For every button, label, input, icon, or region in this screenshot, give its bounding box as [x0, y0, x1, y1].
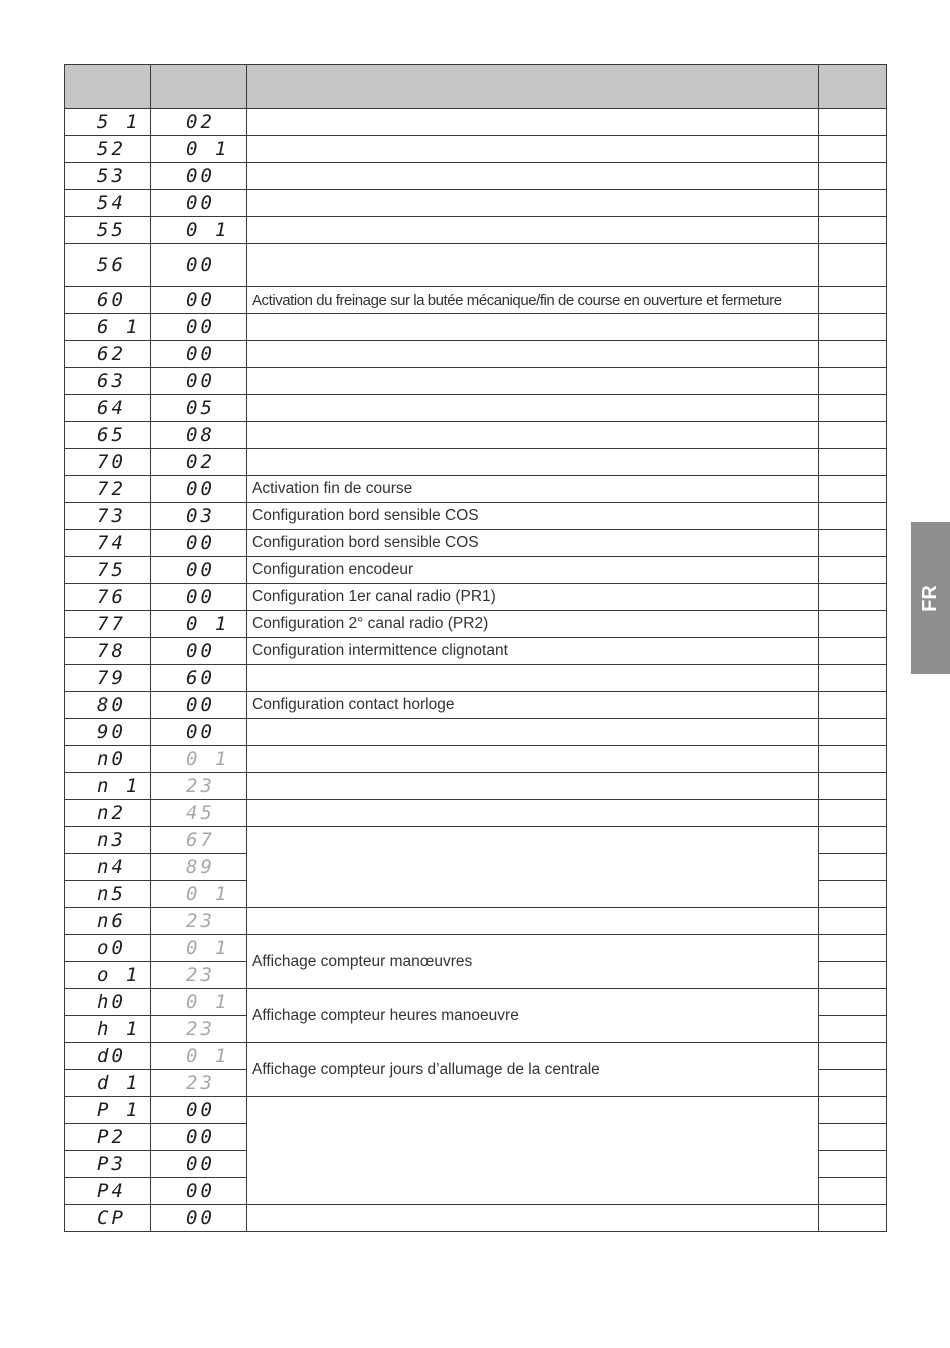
param-value: 03: [151, 503, 247, 530]
param-description: [247, 449, 819, 476]
param-notes: [819, 962, 887, 989]
param-code: 78: [65, 638, 151, 665]
param-code: P3: [65, 1151, 151, 1178]
param-code: n4: [65, 854, 151, 881]
param-notes: [819, 935, 887, 962]
param-description: Configuration encodeur: [247, 557, 819, 584]
language-tab-label: FR: [918, 584, 941, 612]
param-code: 76: [65, 584, 151, 611]
param-value: 23: [151, 962, 247, 989]
param-value: 00: [151, 1178, 247, 1205]
param-notes: [819, 314, 887, 341]
param-notes: [819, 665, 887, 692]
param-value: 08: [151, 422, 247, 449]
table-row: [65, 989, 887, 1016]
param-code: P4: [65, 1178, 151, 1205]
param-description: [247, 1097, 819, 1205]
param-code: 56: [65, 244, 151, 287]
param-description: [247, 773, 819, 800]
param-code: d 1: [65, 1070, 151, 1097]
param-description: [247, 217, 819, 244]
param-description: [247, 665, 819, 692]
param-notes: [819, 476, 887, 503]
param-notes: [819, 908, 887, 935]
param-value: 02: [151, 449, 247, 476]
param-code: 63: [65, 368, 151, 395]
param-value: 00: [151, 287, 247, 314]
param-description: [247, 395, 819, 422]
table-row: [65, 190, 887, 217]
param-code: o 1: [65, 962, 151, 989]
language-tab: [911, 522, 950, 674]
param-notes: [819, 287, 887, 314]
param-code: 6 1: [65, 314, 151, 341]
param-notes: [819, 881, 887, 908]
param-value: 00: [151, 1124, 247, 1151]
param-code: n6: [65, 908, 151, 935]
table-row: [65, 314, 887, 341]
param-notes: [819, 1205, 887, 1232]
param-notes: [819, 557, 887, 584]
param-notes: [819, 449, 887, 476]
table-row: [65, 908, 887, 935]
table-row: [65, 395, 887, 422]
param-notes: [819, 395, 887, 422]
param-code: 54: [65, 190, 151, 217]
param-description: Affichage compteur heures manoeuvre: [247, 989, 819, 1043]
param-code: 55: [65, 217, 151, 244]
table-row: [65, 611, 887, 638]
param-value: 60: [151, 665, 247, 692]
param-notes: [819, 989, 887, 1016]
param-value: 00: [151, 190, 247, 217]
param-value: 0 1: [151, 989, 247, 1016]
param-value: 05: [151, 395, 247, 422]
param-value: 00: [151, 1097, 247, 1124]
param-value: 0 1: [151, 136, 247, 163]
param-notes: [819, 611, 887, 638]
param-code: P 1: [65, 1097, 151, 1124]
param-code: n0: [65, 746, 151, 773]
param-notes: [819, 584, 887, 611]
param-description: Affichage compteur manœuvres: [247, 935, 819, 989]
param-code: 70: [65, 449, 151, 476]
param-value: 00: [151, 530, 247, 557]
param-notes: [819, 190, 887, 217]
param-code: P2: [65, 1124, 151, 1151]
table-header-row: [65, 65, 887, 109]
param-value: 00: [151, 584, 247, 611]
param-value: 00: [151, 1205, 247, 1232]
param-notes: [819, 163, 887, 190]
header-cell-notes: [819, 65, 887, 109]
table-row: [65, 1043, 887, 1070]
table-row: [65, 244, 887, 287]
param-notes: [819, 746, 887, 773]
table-row: [65, 665, 887, 692]
table-row: [65, 773, 887, 800]
param-description: [247, 109, 819, 136]
table-row: [65, 217, 887, 244]
param-code: n3: [65, 827, 151, 854]
param-value: 00: [151, 638, 247, 665]
param-notes: [819, 854, 887, 881]
param-code: 80: [65, 692, 151, 719]
param-code: n2: [65, 800, 151, 827]
param-description: [247, 1205, 819, 1232]
param-description: Activation fin de course: [247, 476, 819, 503]
table-row: [65, 136, 887, 163]
param-description: [247, 746, 819, 773]
table-row: [65, 638, 887, 665]
param-description: Activation du freinage sur la butée mécanique/fin de course en ouverture et fermeture: [247, 287, 819, 314]
param-code: 74: [65, 530, 151, 557]
param-description: Configuration 1er canal radio (PR1): [247, 584, 819, 611]
param-value: 0 1: [151, 881, 247, 908]
table-row: [65, 449, 887, 476]
param-value: 0 1: [151, 217, 247, 244]
param-notes: [819, 692, 887, 719]
table-row: [65, 341, 887, 368]
param-description: Configuration bord sensible COS: [247, 530, 819, 557]
param-code: d0: [65, 1043, 151, 1070]
table-row: [65, 109, 887, 136]
param-description: [247, 314, 819, 341]
param-value: 23: [151, 908, 247, 935]
param-notes: [819, 1178, 887, 1205]
table-row: [65, 692, 887, 719]
param-code: n 1: [65, 773, 151, 800]
param-code: 75: [65, 557, 151, 584]
table-row: [65, 935, 887, 962]
param-notes: [819, 422, 887, 449]
table-row: [65, 163, 887, 190]
param-value: 23: [151, 1016, 247, 1043]
param-code: 60: [65, 287, 151, 314]
param-notes: [819, 1016, 887, 1043]
param-description: [247, 190, 819, 217]
param-notes: [819, 368, 887, 395]
param-code: 62: [65, 341, 151, 368]
param-description: Configuration bord sensible COS: [247, 503, 819, 530]
param-notes: [819, 773, 887, 800]
parameter-table: [64, 64, 887, 1232]
param-description: [247, 719, 819, 746]
param-code: CP: [65, 1205, 151, 1232]
param-notes: [819, 244, 887, 287]
param-code: 53: [65, 163, 151, 190]
param-code: 79: [65, 665, 151, 692]
param-notes: [819, 827, 887, 854]
param-notes: [819, 341, 887, 368]
param-notes: [819, 109, 887, 136]
param-description: [247, 244, 819, 287]
param-value: 00: [151, 244, 247, 287]
table-row: [65, 368, 887, 395]
param-value: 0 1: [151, 1043, 247, 1070]
table-row: [65, 584, 887, 611]
param-notes: [819, 1043, 887, 1070]
param-code: n5: [65, 881, 151, 908]
header-cell-default: [151, 65, 247, 109]
param-description: Configuration contact horloge: [247, 692, 819, 719]
table-row: [65, 827, 887, 854]
param-code: 90: [65, 719, 151, 746]
param-value: 67: [151, 827, 247, 854]
param-value: 00: [151, 476, 247, 503]
param-value: 00: [151, 314, 247, 341]
param-notes: [819, 638, 887, 665]
param-code: 65: [65, 422, 151, 449]
param-value: 00: [151, 719, 247, 746]
param-value: 00: [151, 692, 247, 719]
param-value: 23: [151, 773, 247, 800]
table-row: [65, 503, 887, 530]
param-notes: [819, 503, 887, 530]
param-value: 02: [151, 109, 247, 136]
param-value: 23: [151, 1070, 247, 1097]
header-cell-description: [247, 65, 819, 109]
param-code: 52: [65, 136, 151, 163]
param-notes: [819, 1151, 887, 1178]
param-description: [247, 368, 819, 395]
param-notes: [819, 800, 887, 827]
param-description: Affichage compteur jours d’allumage de la centrale: [247, 1043, 819, 1097]
param-notes: [819, 1070, 887, 1097]
param-code: o0: [65, 935, 151, 962]
table-row: [65, 287, 887, 314]
param-code: 5 1: [65, 109, 151, 136]
param-code: 73: [65, 503, 151, 530]
param-notes: [819, 136, 887, 163]
param-value: 45: [151, 800, 247, 827]
param-description: Configuration 2° canal radio (PR2): [247, 611, 819, 638]
param-code: h 1: [65, 1016, 151, 1043]
header-cell-parameter: [65, 65, 151, 109]
param-value: 0 1: [151, 611, 247, 638]
param-notes: [819, 1124, 887, 1151]
param-code: 72: [65, 476, 151, 503]
param-value: 00: [151, 163, 247, 190]
table-row: [65, 476, 887, 503]
param-value: 00: [151, 557, 247, 584]
param-value: 00: [151, 1151, 247, 1178]
param-value: 0 1: [151, 935, 247, 962]
table-row: [65, 1097, 887, 1124]
param-value: 89: [151, 854, 247, 881]
param-value: 00: [151, 341, 247, 368]
param-description: [247, 136, 819, 163]
table-row: [65, 530, 887, 557]
param-notes: [819, 217, 887, 244]
table-row: [65, 1205, 887, 1232]
table-row: [65, 746, 887, 773]
table-row: [65, 800, 887, 827]
param-description: [247, 800, 819, 827]
param-value: 0 1: [151, 746, 247, 773]
param-code: h0: [65, 989, 151, 1016]
param-description: [247, 422, 819, 449]
param-description: [247, 163, 819, 190]
param-notes: [819, 719, 887, 746]
table-row: [65, 422, 887, 449]
param-description: Configuration intermittence clignotant: [247, 638, 819, 665]
param-description: [247, 908, 819, 935]
param-value: 00: [151, 368, 247, 395]
table-row: [65, 719, 887, 746]
param-code: 64: [65, 395, 151, 422]
param-notes: [819, 530, 887, 557]
param-description: [247, 341, 819, 368]
param-code: 77: [65, 611, 151, 638]
param-description: [247, 827, 819, 908]
param-notes: [819, 1097, 887, 1124]
table-row: [65, 557, 887, 584]
